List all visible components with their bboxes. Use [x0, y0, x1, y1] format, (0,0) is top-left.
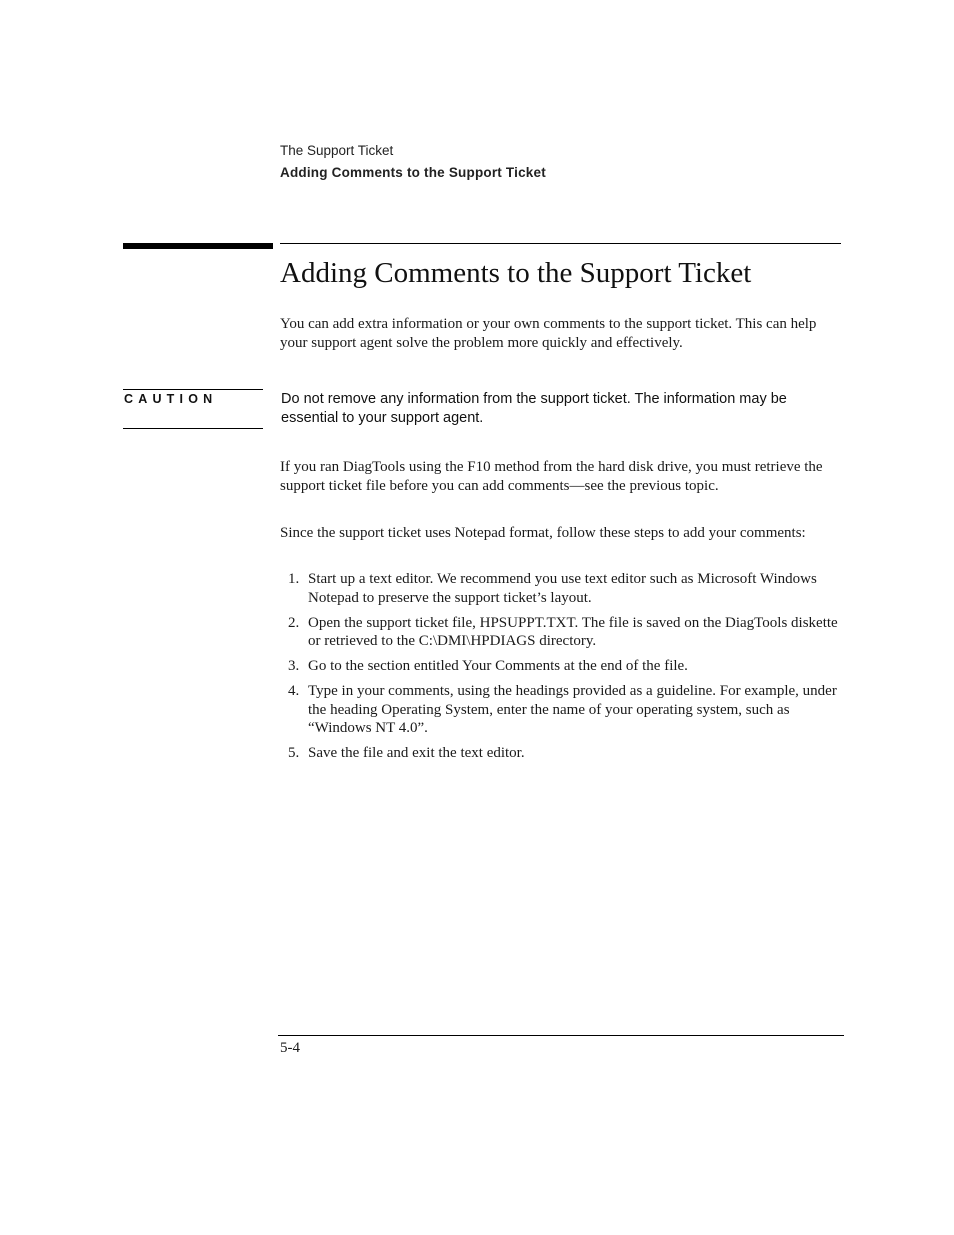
- list-item: [280, 682, 840, 738]
- list-item: [280, 744, 840, 763]
- step-text: Save the file and exit the text editor.: [308, 745, 525, 761]
- step-text: Start up a text editor. We recommend you use text editor such as Microsoft Windows Notepad to preserve the support ticket’s layout.: [308, 571, 817, 606]
- list-item: [280, 614, 840, 651]
- intro-paragraph: You can add extra information or your own comments to the support ticket. This can help your support agent solve the problem more quickly and effectively.: [280, 316, 817, 351]
- footer-rule: [278, 1035, 844, 1036]
- body-paragraph-notepad: Since the support ticket uses Notepad format, follow these steps to add your comments:: [280, 525, 806, 541]
- body-paragraph-f10: If you ran DiagTools using the F10 method from the hard disk drive, you must retrieve the support ticket file before you can add comments—see the previous topic.: [280, 459, 823, 494]
- running-head-section: Adding Comments to the Support Ticket: [280, 165, 546, 180]
- caution-rule-bottom: [123, 428, 263, 429]
- section-thick-rule: [123, 243, 273, 249]
- step-number: 1.: [288, 571, 300, 587]
- section-thin-rule: [280, 243, 841, 244]
- page-title: Adding Comments to the Support Ticket: [280, 257, 752, 289]
- list-item: [280, 570, 840, 607]
- running-head-chapter: The Support Ticket: [280, 143, 394, 158]
- page-number: 5-4: [280, 1040, 300, 1056]
- step-text: Open the support ticket file, HPSUPPT.TXT. The file is saved on the DiagTools diskette or retrieved to the C:\DMI\HPDIAGS directory.: [308, 614, 838, 649]
- step-number: 5.: [288, 745, 300, 761]
- steps-list: [280, 570, 840, 769]
- caution-rule-top: [123, 389, 263, 390]
- list-item: [280, 657, 840, 676]
- step-number: 2.: [288, 614, 300, 631]
- running-head: [280, 140, 546, 184]
- step-text: Go to the section entitled Your Comments at the end of the file.: [308, 658, 688, 674]
- step-number: 4.: [288, 683, 300, 699]
- caution-text: Do not remove any information from the support ticket. The information may be essential to your support agent.: [281, 391, 787, 426]
- caution-label: CAUTION: [124, 392, 218, 406]
- step-text: Type in your comments, using the headings provided as a guideline. For example, under the heading Operating System, enter the name of your operating system, such as “Windows NT 4.0”.: [308, 683, 837, 736]
- step-number: 3.: [288, 658, 300, 674]
